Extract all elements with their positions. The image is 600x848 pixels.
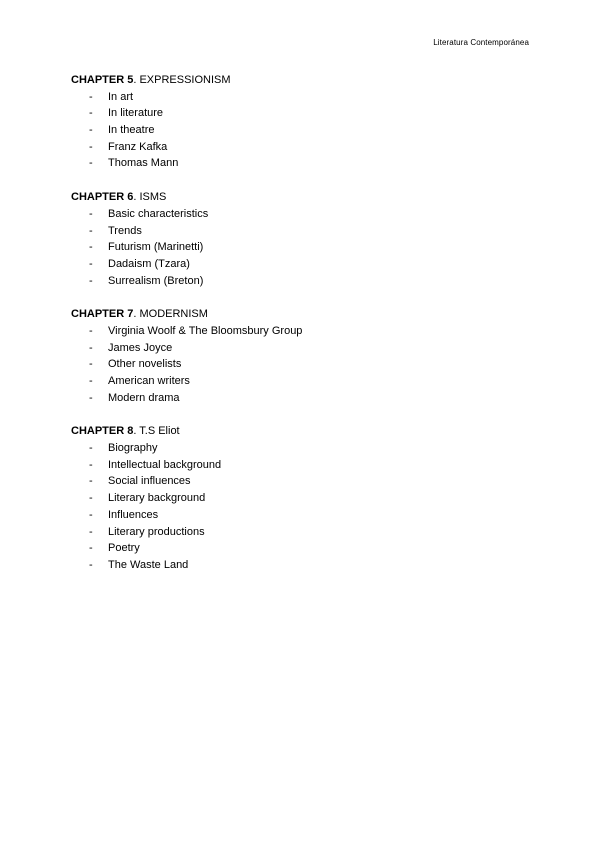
list-item: - Influences bbox=[89, 508, 159, 521]
list-item: - The Waste Land bbox=[89, 558, 189, 571]
list-item: - Virginia Woolf & The Bloomsbury Group bbox=[89, 324, 303, 337]
list-item: - Poetry bbox=[89, 542, 140, 555]
chapter-title: ISMS bbox=[139, 191, 167, 204]
chapter-6 bbox=[71, 189, 531, 289]
list-item: - Biography bbox=[89, 442, 158, 455]
chapter-heading: CHAPTER 8. T.S Eliot bbox=[71, 425, 180, 438]
chapter-heading: CHAPTER 6. ISMS bbox=[71, 191, 167, 204]
list-item: - Other novelists bbox=[89, 358, 182, 371]
list-item: - Literary background bbox=[89, 492, 206, 505]
list-item: - American writers bbox=[89, 375, 190, 387]
list-item: - Surrealism (Breton) bbox=[89, 274, 204, 287]
list-item: - In literature bbox=[89, 107, 164, 120]
chapter-label: CHAPTER 7 bbox=[71, 308, 134, 321]
chapter-title: EXPRESSIONISM bbox=[139, 74, 231, 86]
list-item: - Dadaism (Tzara) bbox=[89, 257, 190, 270]
chapter-heading: CHAPTER 7. MODERNISM bbox=[71, 308, 208, 321]
chapter-outline bbox=[71, 72, 531, 591]
list-item: - Trends bbox=[89, 224, 142, 237]
chapter-title: MODERNISM bbox=[139, 308, 208, 321]
list-item: - Modern drama bbox=[89, 391, 180, 404]
list-item: - In art bbox=[89, 90, 134, 103]
chapter-title: T.S Eliot bbox=[139, 425, 180, 438]
topic-list bbox=[71, 206, 531, 289]
topic-list bbox=[71, 89, 531, 172]
chapter-5 bbox=[71, 72, 531, 172]
topic-list bbox=[71, 323, 531, 406]
list-item: - Social influences bbox=[89, 475, 191, 488]
chapter-8 bbox=[71, 423, 531, 573]
running-header: Literatura Contemporánea bbox=[433, 38, 529, 47]
topic-list bbox=[71, 440, 531, 574]
chapter-heading: CHAPTER 5. EXPRESSIONISM bbox=[71, 74, 231, 86]
list-item: - Futurism (Marinetti) bbox=[89, 241, 204, 254]
chapter-label: CHAPTER 8 bbox=[71, 425, 134, 438]
list-item: - Intellectual background bbox=[89, 458, 222, 471]
chapter-7 bbox=[71, 306, 531, 406]
chapter-label: CHAPTER 5 bbox=[71, 74, 134, 86]
list-item: - In theatre bbox=[89, 124, 155, 137]
chapter-label: CHAPTER 6 bbox=[71, 191, 134, 204]
list-item: - Literary productions bbox=[89, 525, 205, 538]
list-item: - James Joyce bbox=[89, 341, 173, 354]
list-item: - Franz Kafka bbox=[89, 140, 168, 153]
list-item: - Basic characteristics bbox=[89, 207, 209, 220]
list-item: - Thomas Mann bbox=[89, 157, 179, 170]
